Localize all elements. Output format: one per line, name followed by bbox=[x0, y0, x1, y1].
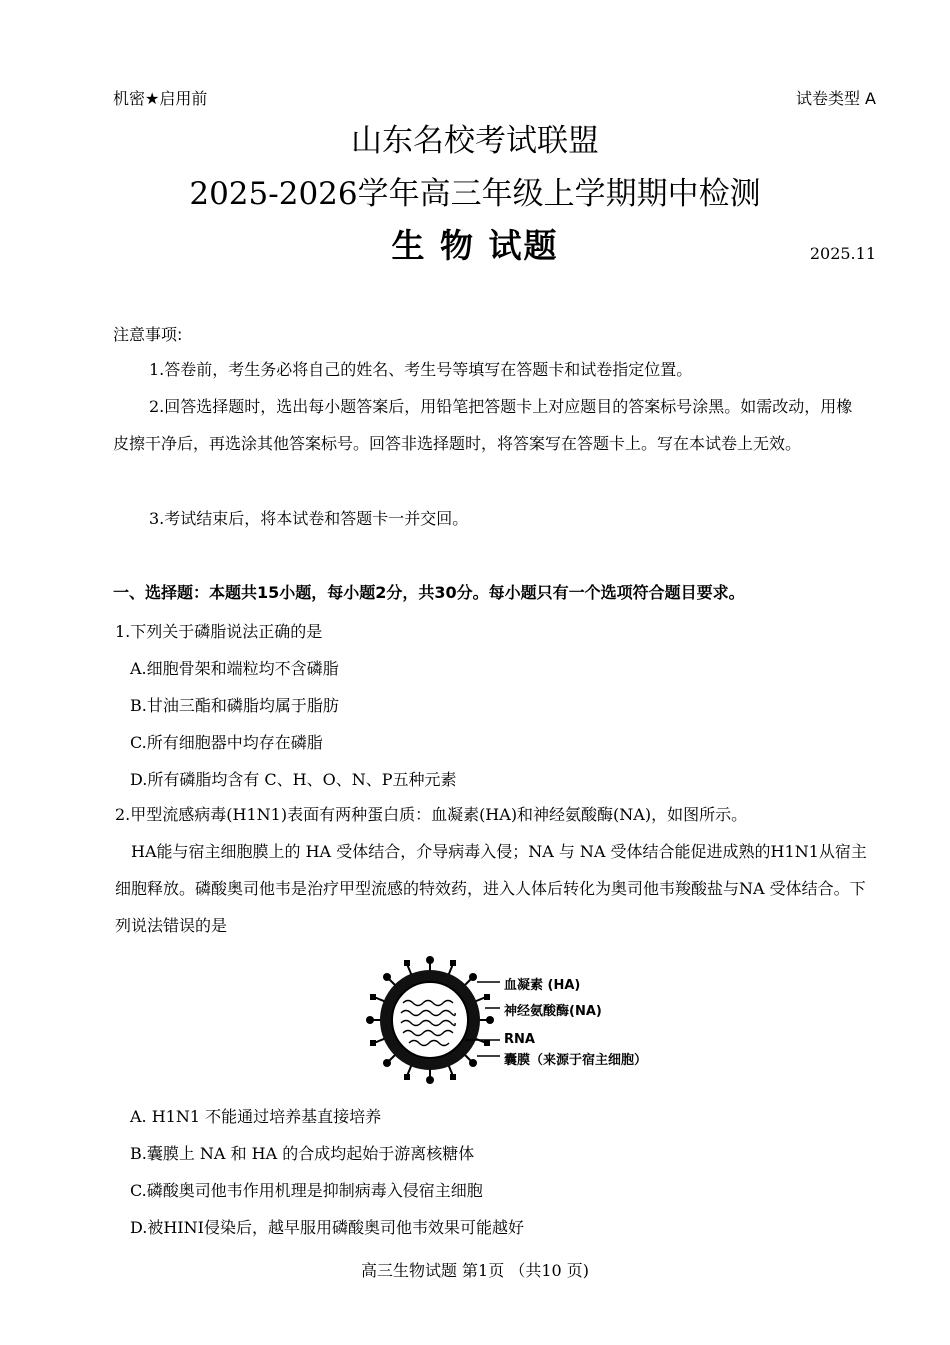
q2-stem bbox=[115, 796, 867, 944]
org-title: 山东名校考试联盟 bbox=[351, 123, 599, 159]
q2-option-a: A. H1N1 不能通过培养基直接培养 bbox=[130, 1107, 382, 1126]
notice-heading: 注意事项: bbox=[113, 325, 183, 344]
exam-date: 2025.11 bbox=[809, 244, 876, 263]
subject-title: 生 物 试题 bbox=[391, 226, 559, 265]
q2-option-c: C.磷酸奥司他韦作用机理是抑制病毒入侵宿主细胞 bbox=[130, 1181, 483, 1200]
label-na: 神经氨酸酶(NA) bbox=[504, 1004, 602, 1019]
q1-option-b: B.甘油三酯和磷脂均属于脂肪 bbox=[130, 696, 339, 715]
section-heading: 一、选择题：本题共15小题，每小题2分，共30分。每小题只有一个选项符合题目要求。 bbox=[113, 583, 745, 602]
virus-diagram bbox=[365, 955, 675, 1085]
notice-item-3: 3.考试结束后，将本试卷和答题卡一并交回。 bbox=[149, 509, 469, 528]
q2-option-b: B.囊膜上 NA 和 HA 的合成均起始于游离核糖体 bbox=[130, 1144, 475, 1163]
q2-option-d: D.被HINI侵染后，越早服用磷酸奥司他韦效果可能越好 bbox=[130, 1218, 524, 1237]
q1-option-a: A.细胞骨架和端粒均不含磷脂 bbox=[130, 659, 339, 678]
label-envelope: 囊膜（来源于宿主细胞） bbox=[504, 1053, 648, 1068]
label-rna: RNA bbox=[504, 1032, 535, 1047]
label-ha: 血凝素 (HA) bbox=[504, 978, 581, 993]
q2-stem-first: 2.甲型流感病毒(H1N1)表面有两种蛋白质：血凝素(HA)和神经氨酸酶(NA)，如图所示。 bbox=[115, 805, 748, 824]
q1-option-d: D.所有磷脂均含有 C、H、O、N、P五种元素 bbox=[130, 770, 457, 789]
paper-type-label: 试卷类型 A bbox=[795, 89, 876, 108]
exam-title: 2025-2026学年高三年级上学期期中检测 bbox=[189, 176, 761, 212]
page-footer: 高三生物试题 第1页 （共10 页) bbox=[360, 1261, 590, 1280]
q1-stem: 1.下列关于磷脂说法正确的是 bbox=[115, 622, 323, 641]
confidential-label: 机密★启用前 bbox=[113, 89, 208, 108]
q2-stem-rest: HA能与宿主细胞膜上的 HA 受体结合，介导病毒入侵；NA 与 NA 受体结合能促进成熟的H1N1从宿主细胞释放。磷酸奥司他韦是治疗甲型流感的特效药，进入人体后转化为奥司他韦羧酸盐与NA 受体结合。下列说法错误的是 bbox=[115, 842, 867, 935]
notice-item-1: 1.答卷前，考生务必将自己的姓名、考生号等填写在答题卡和试卷指定位置。 bbox=[149, 360, 693, 379]
notice-item-2: 2.回答选择题时，选出每小题答案后，用铅笔把答题卡上对应题目的答案标号涂黑。如需改动，用橡皮擦干净后，再选涂其他答案标号。回答非选择题时，将答案写在答题卡上。写在本试卷上无效。 bbox=[113, 397, 853, 453]
q1-option-c: C.所有细胞器中均存在磷脂 bbox=[130, 733, 323, 752]
